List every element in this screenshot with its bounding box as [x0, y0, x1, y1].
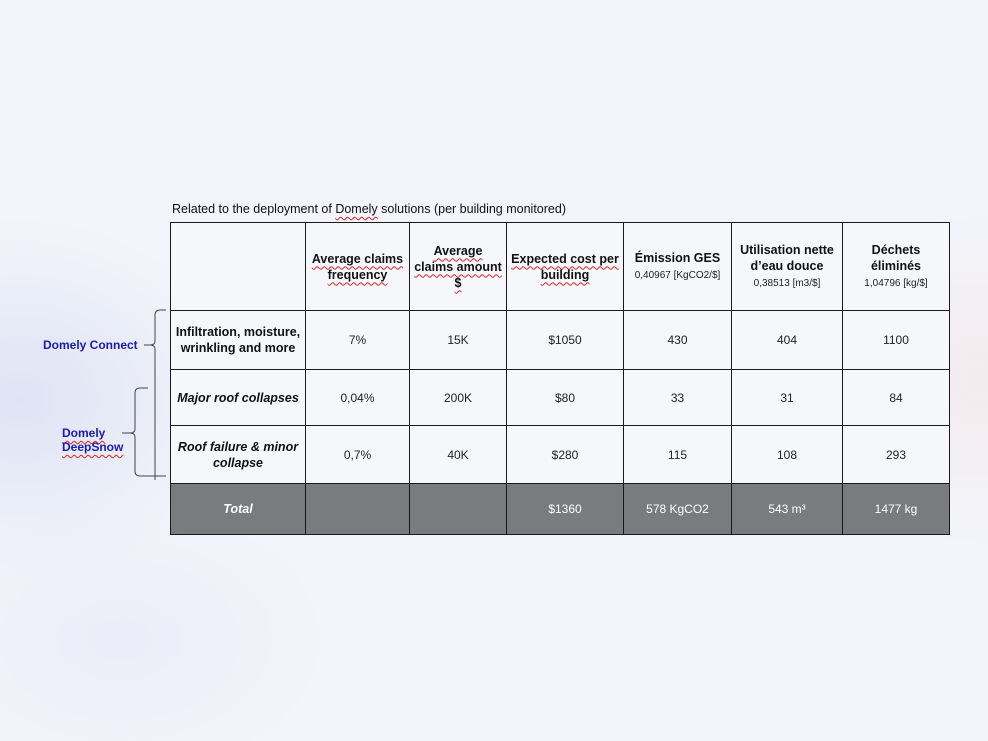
total-row — [171, 484, 950, 535]
header-dechets: Déchets éliminés 1,04796 [kg/$] — [843, 223, 950, 311]
table-cell: 33 — [624, 370, 732, 426]
header-row — [171, 223, 950, 311]
table-cell: $80 — [507, 370, 624, 426]
caption-suffix: solutions (per building monitored) — [377, 202, 566, 216]
table-cell: 40K — [410, 426, 507, 484]
row-label: Major roof collapses — [171, 370, 306, 426]
table-cell: $280 — [507, 426, 624, 484]
table-row — [171, 426, 950, 484]
table-row — [171, 370, 950, 426]
row-label: Roof failure & minor collapse — [171, 426, 306, 484]
total-cell: 578 KgCO2 — [624, 484, 732, 535]
header-utilisation-eau-factor: 0,38513 [m3/$] — [753, 277, 821, 289]
table-row — [171, 311, 950, 370]
table-cell: 15K — [410, 311, 507, 370]
header-utilisation-eau: Utilisation nette d’eau douce 0,38513 [m3/$] — [732, 223, 843, 311]
caption-prefix: Related to the deployment of — [172, 202, 336, 216]
caption-brand: Domely — [335, 202, 378, 216]
brace-deepsnow-icon — [118, 385, 168, 481]
table-cell: 430 — [624, 311, 732, 370]
total-cell: $1360 — [507, 484, 624, 535]
table-cell: 0,04% — [306, 370, 410, 426]
header-dechets-factor: 1,04796 [kg/$] — [864, 277, 928, 289]
table-cell: 7% — [306, 311, 410, 370]
group-label-deepsnow-line1: Domely — [62, 426, 106, 440]
total-cell: 1477 kg — [843, 484, 950, 535]
header-avg-claims-frequency: Average claims frequency — [306, 223, 410, 311]
table-cell: 293 — [843, 426, 950, 484]
table-cell: 200K — [410, 370, 507, 426]
table-cell: $1050 — [507, 311, 624, 370]
table-cell: 1100 — [843, 311, 950, 370]
total-label: Total — [171, 484, 306, 535]
total-cell: 543 m³ — [732, 484, 843, 535]
header-emission-ges-factor: 0,40967 [KgCO2/$] — [634, 269, 721, 281]
total-cell — [410, 484, 507, 535]
header-emission-ges: Émission GES 0,40967 [KgCO2/$] — [624, 223, 732, 311]
header-cell-empty — [171, 223, 306, 311]
table-cell: 108 — [732, 426, 843, 484]
header-avg-claims-amount: Average claims amount $ — [410, 223, 507, 311]
table-cell: 0,7% — [306, 426, 410, 484]
row-label: Infiltration, moisture, wrinkling and more — [171, 311, 306, 370]
group-label-domely-connect: Domely Connect — [43, 338, 138, 352]
group-label-domely-deepsnow — [62, 426, 123, 454]
header-expected-cost: Expected cost per building — [507, 223, 624, 311]
table-cell: 84 — [843, 370, 950, 426]
table-cell: 31 — [732, 370, 843, 426]
total-cell — [306, 484, 410, 535]
table-cell: 404 — [732, 311, 843, 370]
table-cell: 115 — [624, 426, 732, 484]
group-label-deepsnow-line2: DeepSnow — [62, 440, 124, 454]
table-caption — [172, 202, 566, 216]
cost-table — [170, 222, 950, 535]
